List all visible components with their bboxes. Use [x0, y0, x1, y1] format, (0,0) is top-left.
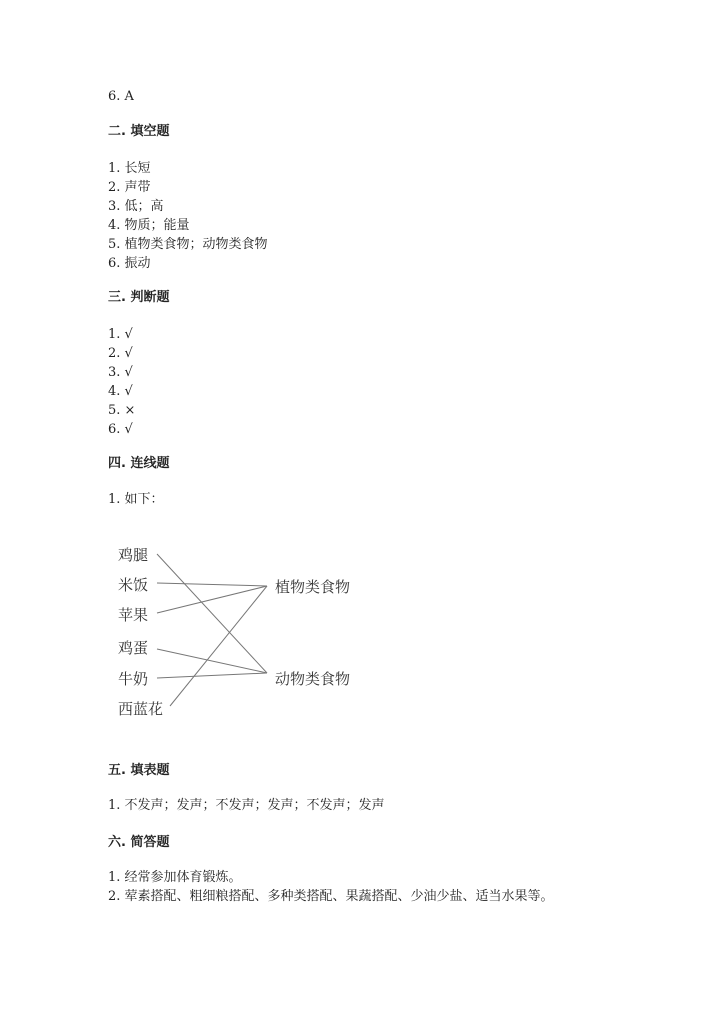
section-title-short-answer: 六. 简答题	[108, 835, 170, 850]
list-item: 5. ×	[108, 403, 136, 418]
list-item: 4. 物质；能量	[108, 218, 190, 233]
match-line	[157, 583, 267, 586]
list-item: 2. √	[108, 346, 133, 361]
match-line	[157, 649, 267, 673]
section-title-table: 五. 填表题	[108, 763, 170, 778]
section-title-fill-blank: 二. 填空题	[108, 124, 170, 139]
right-item: 植物类食物	[275, 578, 351, 596]
list-item: 1. 不发声；发声；不发声；发声；不发声；发声	[108, 798, 385, 813]
match-line	[157, 586, 267, 613]
list-item: 6. √	[108, 422, 133, 437]
left-item: 鸡蛋	[118, 639, 149, 657]
answer-6: 6. A	[108, 89, 134, 104]
left-item: 牛奶	[118, 670, 149, 688]
list-item: 1. 长短	[108, 161, 151, 176]
section-title-true-false: 三. 判断题	[108, 290, 170, 305]
section-title-matching: 四. 连线题	[108, 456, 170, 471]
right-item: 动物类食物	[275, 670, 351, 688]
list-item: 1. √	[108, 327, 133, 342]
list-item: 4. √	[108, 384, 133, 399]
left-item: 米饭	[118, 576, 149, 594]
list-item: 3. 低；高	[108, 199, 164, 214]
left-item: 西蓝花	[118, 700, 164, 718]
left-item: 鸡腿	[118, 546, 149, 564]
left-item: 苹果	[118, 606, 149, 624]
match-line	[170, 586, 267, 706]
match-line	[157, 673, 267, 678]
list-item: 1. 经常参加体育锻炼。	[108, 870, 242, 885]
list-item: 3. √	[108, 365, 133, 380]
list-item: 2. 荤素搭配、粗细粮搭配、多种类搭配、果蔬搭配、少油少盐、适当水果等。	[108, 889, 554, 904]
list-item: 2. 声带	[108, 180, 151, 195]
list-item: 5. 植物类食物；动物类食物	[108, 237, 268, 252]
matching-intro: 1. 如下：	[108, 492, 164, 507]
match-line	[157, 554, 267, 673]
list-item: 6. 振动	[108, 256, 151, 271]
